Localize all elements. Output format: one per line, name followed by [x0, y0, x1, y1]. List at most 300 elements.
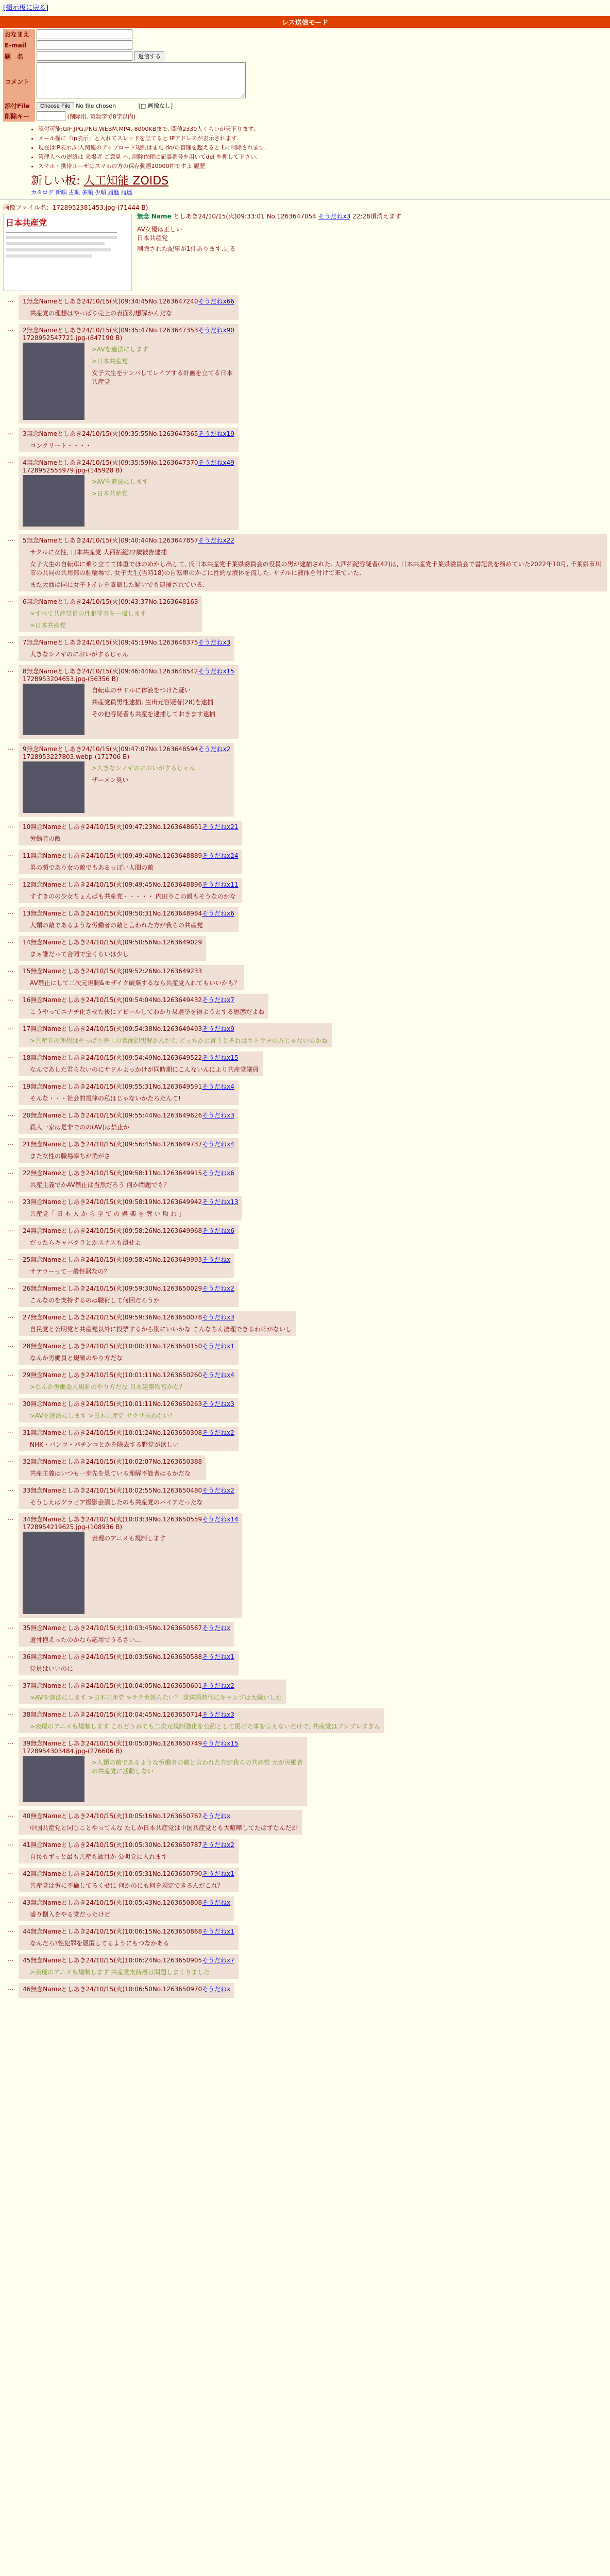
- reply-line: まぁ誰だって合同で宝くらいは少し: [30, 951, 129, 958]
- reply-post: [19, 821, 242, 845]
- reply-wrap: [3, 634, 607, 663]
- reply-line: 女子大生をナンパしてレイプする計画を立てる日本共産党: [92, 369, 233, 385]
- subject-label: 題 名: [3, 50, 35, 62]
- reply-line: >日本共産党: [92, 358, 128, 365]
- reply-header: [23, 1710, 380, 1719]
- reply-prefix: …: [7, 666, 13, 673]
- reply-prefix: …: [7, 1312, 13, 1319]
- reply-line: なんだろ?性犯罪を隠匿してるようにもつなかある: [30, 1940, 170, 1947]
- sodane-button[interactable]: そうだねx1: [202, 1870, 234, 1877]
- sodane-button[interactable]: そうだねx3: [202, 1314, 234, 1321]
- choose-file-button[interactable]: Choose File: [37, 102, 74, 110]
- reply-header: [23, 1111, 234, 1120]
- reply-wrap: [3, 905, 607, 934]
- reply-post: [19, 1954, 239, 1979]
- reply-post: [19, 665, 239, 739]
- submit-button[interactable]: 返信する: [134, 51, 164, 61]
- reply-post: [19, 1196, 242, 1221]
- reply-post: [19, 1651, 239, 1675]
- reply-line: こんなのを支持するのは職術して何回だろうか: [30, 1297, 160, 1304]
- reply-line: >共産党の理想はやっぱり売上の表面幻想解かんだな どっちかと言うとそれはネトウヨの方じゃないのかね: [30, 1037, 328, 1044]
- reply-line: 盛り捌入をやる党だったけど: [30, 1911, 111, 1918]
- reply-meta: 8無念Nameとしあき24/10/15(火)09:46:44No.1263648542: [23, 668, 198, 675]
- reply-post: [19, 1398, 239, 1422]
- op-line: AV女優は正しい: [137, 226, 182, 233]
- reply-header: [23, 1956, 234, 1964]
- reply-meta: 24無念Nameとしあき24/10/15(火)09:58:26No.1263649968: [23, 1227, 202, 1234]
- reply-thumbnail[interactable]: [23, 761, 84, 813]
- reply-wrap: [3, 1309, 607, 1338]
- reply-wrap: [3, 1251, 607, 1280]
- sodane-button[interactable]: そうだねx2: [202, 1841, 234, 1849]
- email-label: E-mail: [3, 40, 35, 50]
- reply-prefix: …: [7, 1869, 13, 1876]
- reply-meta: 29無念Nameとしあき24/10/15(火)10:01:11No.1263650260: [23, 1371, 202, 1379]
- sodane-button[interactable]: そうだねx3: [202, 1112, 234, 1119]
- reply-meta: 35無念Nameとしあき24/10/15(火)10:03:45No.1263650567: [23, 1624, 202, 1632]
- reply-post: [19, 878, 242, 903]
- reply-wrap: [3, 1165, 607, 1194]
- reply-post: [19, 428, 239, 452]
- reply-line: なんか労働員と規制のやり方だな: [30, 1354, 123, 1362]
- reply-list: [3, 293, 607, 2000]
- reply-thumbnail[interactable]: [23, 684, 84, 735]
- reply-line: そうしえばグラビア撮影会潰したのも共産党のバイアだったな: [30, 1499, 203, 1506]
- reply-prefix: …: [7, 995, 13, 1002]
- reply-meta: 19無念Nameとしあき24/10/15(火)09:55:31No.1263649591: [23, 1083, 202, 1090]
- reply-wrap: [3, 1021, 607, 1049]
- reply-line: >表現のアニメも規制します 共産党支持層は問題しまくりました: [30, 1969, 210, 1976]
- reply-line: サテラーって一般性器なの？: [30, 1268, 110, 1275]
- sodane-button[interactable]: そうだねx6: [202, 910, 234, 917]
- reply-wrap: [3, 663, 607, 741]
- reply-post: [19, 965, 244, 990]
- reply-file-name[interactable]: 1728953204653.jpg-(56356 B): [23, 675, 118, 683]
- reply-line: ザーメン臭い: [92, 776, 129, 784]
- thread: [0, 203, 610, 2000]
- reply-header: [23, 326, 234, 334]
- reply-header: [23, 1457, 202, 1466]
- reply-header: [23, 1486, 234, 1495]
- name-input[interactable]: [37, 29, 132, 39]
- sodane-button[interactable]: そうだねx2: [202, 1429, 234, 1436]
- reply-wrap: [3, 1837, 607, 1866]
- reply-post: [19, 1253, 234, 1278]
- reply-file-name[interactable]: 1728953227803.webp-(171706 B): [23, 753, 130, 760]
- op-expire: 22:28頃消えます: [352, 213, 401, 220]
- reply-prefix: …: [7, 1370, 13, 1377]
- reply-post: [19, 1225, 239, 1249]
- reply-wrap: [3, 454, 607, 532]
- reply-post: [19, 1708, 384, 1733]
- sodane-button[interactable]: そうだねx4: [202, 1083, 234, 1090]
- reply-header: [23, 938, 202, 946]
- top-bar: [0, 0, 610, 14]
- sodane-button[interactable]: そうだねx4: [202, 1371, 234, 1379]
- reply-post: [19, 1167, 239, 1192]
- reply-prefix: …: [7, 1341, 13, 1348]
- reply-meta: 10無念Nameとしあき24/10/15(火)09:47:23No.1263648651: [23, 823, 202, 831]
- sodane-button[interactable]: そうだねx66: [198, 298, 234, 305]
- reply-post: [19, 295, 239, 320]
- sodane-button[interactable]: そうだねx21: [202, 823, 239, 831]
- reply-post: [19, 936, 206, 961]
- reply-header: [23, 1811, 298, 1820]
- reply-wrap: [3, 1136, 607, 1165]
- reply-prefix: …: [7, 1255, 13, 1262]
- sodane-button[interactable]: そうだねx2: [198, 745, 231, 753]
- reply-meta: 41無念Nameとしあき24/10/15(火)10:05:30No.1263650787: [23, 1841, 202, 1849]
- op-subject: 無念: [137, 213, 150, 220]
- sodane-button[interactable]: そうだねx24: [202, 852, 239, 859]
- sodane-button[interactable]: そうだねx3: [198, 639, 231, 646]
- reply-post: [19, 1023, 332, 1047]
- reply-post: [19, 1737, 307, 1806]
- reply-header: [23, 822, 238, 831]
- reply-meta: 3無念Nameとしあき24/10/15(火)09:35:55No.1263647365: [23, 430, 198, 437]
- reply-header: [23, 851, 238, 860]
- name-label: おなまえ: [3, 29, 35, 40]
- reply-meta: 15無念Nameとしあき24/10/15(火)09:52:26No.1263649233: [23, 968, 202, 975]
- reply-meta: 1無念Nameとしあき24/10/15(火)09:34:45No.1263647240: [23, 298, 198, 305]
- reply-header: [23, 1342, 234, 1350]
- reply-header: [23, 429, 234, 438]
- reply-post: [19, 1138, 239, 1163]
- reply-wrap: [3, 1981, 607, 2000]
- reply-meta: 32無念Nameとしあき24/10/15(火)10:02:07No.1263650388: [23, 1458, 202, 1465]
- sodane-button[interactable]: そうだねx: [202, 1256, 231, 1263]
- reply-post: [19, 1484, 239, 1509]
- reply-post: [19, 324, 239, 423]
- op-no[interactable]: No.1263647054: [266, 213, 316, 220]
- reply-post: [19, 1513, 242, 1618]
- reply-meta: 40無念Nameとしあき24/10/15(火)10:05:16No.1263650762: [23, 1812, 202, 1820]
- sodane-button[interactable]: そうだねx9: [202, 1025, 234, 1032]
- reply-post: [19, 1340, 239, 1365]
- reply-line: 共産主義はいつも一歩先を見ている理解不能者はるかだな: [30, 1470, 191, 1477]
- sodane-button[interactable]: そうだねx: [202, 1899, 231, 1906]
- sodane-button[interactable]: そうだねx2: [202, 1682, 234, 1689]
- reply-prefix: …: [7, 966, 13, 973]
- rule-item: • スマホ・携帯ユーザはスマホの方の保存動画10000件ですよ 履歴: [38, 162, 610, 170]
- subject-input[interactable]: [37, 51, 132, 61]
- rule-item: • 現在はIP表示,同人関連のアップロード規制はまだ do/の管理を超えると Lに削除されます.: [38, 143, 610, 151]
- reply-wrap: [3, 1107, 607, 1136]
- reply-line: なんであした君らないのにサドルよっかけが同時期にこんないんにより共産党議員: [30, 1066, 259, 1073]
- sodane-button[interactable]: そうだねx49: [198, 459, 234, 466]
- reply-meta: 43無念Nameとしあき24/10/15(火)10:05:43No.1263650808: [23, 1899, 202, 1906]
- divider: [0, 199, 610, 200]
- sodane-button[interactable]: そうだねx15: [202, 1740, 239, 1747]
- sodane-button[interactable]: そうだねx2: [202, 1487, 234, 1494]
- op-image-line: [3, 203, 607, 212]
- reply-wrap: [3, 1425, 607, 1453]
- reply-prefix: …: [7, 1399, 13, 1406]
- reply-line: >大きなシノギのにおいがするじゃん: [92, 765, 196, 772]
- reply-file-name[interactable]: 1728954303484.jpg-(276606 B): [23, 1748, 123, 1755]
- rule-item: • 添付可能:GIF,JPG,PNG,WEBM,MP4. 8000KBまで. 閾値2330人くらいが天下ります.: [38, 125, 610, 133]
- reply-post: [19, 1925, 239, 1950]
- reply-meta: 16無念Nameとしあき24/10/15(火)09:54:04No.1263649432: [23, 996, 202, 1004]
- reply-header: [23, 1869, 234, 1878]
- reply-meta: 36無念Nameとしあき24/10/15(火)10:03:56No.1263650588: [23, 1653, 202, 1660]
- reply-prefix: …: [7, 1514, 13, 1521]
- reply-line: >AVを違法にします >日本共産党 サクサ揃わない？: [30, 1412, 176, 1419]
- reply-meta: 44無念Nameとしあき24/10/15(火)10:06:15No.1263650868: [23, 1928, 202, 1935]
- sodane-button[interactable]: そうだねx3: [202, 1711, 234, 1718]
- reply-prefix: …: [7, 1053, 13, 1060]
- reply-line: >日本共産党: [30, 622, 66, 629]
- reply-post: [19, 743, 234, 817]
- reply-header: [23, 458, 234, 467]
- reply-line: >AVを適法にします: [92, 346, 148, 353]
- reply-prefix: …: [7, 1226, 13, 1233]
- reply-line: 女子大生の自転車に乗り立てて体重でほのめかし出して, 氏日本共産党千葉県委員会の役員の男が逮捕された. 大西拓紀容疑者(42)は, 日本共産党千葉県委員会で書記長を務めていた2022年10月, 千葉県市川市の共同の共用部の駐輪場で, 女子大生(当時18)の自転車のかごに性的な液体を流した. サテルに液体を付けて来ていた.: [30, 561, 601, 577]
- reply-line: 共産党の理想はやっぱり売上の表面幻想解かんだな: [30, 310, 173, 317]
- op-name: Name: [151, 213, 172, 220]
- op-line: 日本共産党: [137, 234, 168, 242]
- reply-line: そんな・・・社会的規律の私はじゃないかたろたんて!: [30, 1095, 181, 1102]
- reply-header: [23, 1428, 234, 1437]
- reply-thumbnail[interactable]: [23, 1756, 84, 1802]
- reply-meta: 14無念Nameとしあき24/10/15(火)09:50:56No.1263649029: [23, 939, 202, 946]
- op-date: としあき24/10/15(火)09:33:01: [173, 213, 265, 220]
- rules-list: [31, 125, 610, 170]
- reply-prefix: …: [7, 535, 13, 543]
- reply-prefix: …: [7, 1197, 13, 1204]
- reply-header: [23, 1226, 234, 1235]
- new-plate-link[interactable]: 人工知能 ZOIDS: [83, 175, 169, 188]
- reply-thumbnail[interactable]: [23, 475, 84, 527]
- reply-wrap: [3, 1649, 607, 1677]
- reply-header: [23, 1284, 234, 1293]
- sodane-button[interactable]: そうだねx7: [202, 996, 234, 1004]
- sodane-button[interactable]: そうだねx7: [202, 1957, 234, 1964]
- reply-line: すすきのの少女ちょんぱも共産党・・・・・ 内田りこの親もそうなのかな: [30, 893, 236, 900]
- reply-wrap: [3, 532, 607, 594]
- reply-line: >すべて共産党員の性犯罪者を一掃します: [30, 610, 146, 617]
- reply-post: [19, 1868, 239, 1892]
- reply-post: [19, 1109, 239, 1134]
- reply-prefix: …: [7, 1485, 13, 1493]
- reply-prefix: …: [7, 597, 13, 604]
- reply-wrap: [3, 848, 607, 876]
- reply-header: [23, 995, 264, 1004]
- sodane-button[interactable]: そうだねx: [202, 1624, 231, 1632]
- reply-meta: 34無念Nameとしあき24/10/15(火)10:03:39No.1263650559: [23, 1516, 202, 1523]
- op-image-name[interactable]: 画像ファイル名：1728952381453.jpg-(71444 B): [3, 204, 148, 211]
- reply-thumbnail[interactable]: [23, 1532, 84, 1614]
- reply-post: [19, 596, 202, 632]
- back-link[interactable]: [掲示板に戻る]: [3, 4, 49, 12]
- reply-prefix: …: [7, 1283, 13, 1291]
- reply-post: [19, 1455, 206, 1480]
- reply-line: 自転車のサドルに体液をつけた疑い: [92, 687, 191, 694]
- reply-meta: 18無念Nameとしあき24/10/15(火)09:54:49No.1263649522: [23, 1054, 202, 1061]
- reply-header: [23, 638, 230, 647]
- no-image-checkbox[interactable]: [□ 画像なし]: [138, 103, 173, 109]
- reply-meta: 26無念Nameとしあき24/10/15(火)09:59:30No.1263650029: [23, 1285, 202, 1292]
- reply-post: [19, 1983, 234, 1998]
- reply-wrap: [3, 1482, 607, 1511]
- sodane-button[interactable]: そうだねx90: [198, 327, 234, 334]
- reply-meta: 23無念Nameとしあき24/10/15(火)09:58:19No.1263649942: [23, 1198, 202, 1206]
- op-thumbnail[interactable]: [3, 214, 132, 291]
- reply-meta: 20無念Nameとしあき24/10/15(火)09:55:44No.1263649626: [23, 1112, 202, 1119]
- reply-wrap: [3, 1338, 607, 1367]
- rule-item: • 管理人への連絡は 来場者 ご意見 へ. 削除依頼は記事番号を用いてdel を押して下さい.: [38, 152, 610, 161]
- reply-header: [23, 1399, 234, 1408]
- sodane-button[interactable]: そうだねx6: [202, 1227, 234, 1234]
- reply-wrap: [3, 1808, 607, 1837]
- reply-line: 労働者の敵: [30, 835, 61, 842]
- reply-meta: 22無念Nameとしあき24/10/15(火)09:58:11No.1263649915: [23, 1170, 202, 1177]
- reply-prefix: …: [7, 1840, 13, 1847]
- reply-file-name[interactable]: 1728954219625.jpg-(108936 B): [23, 1523, 123, 1531]
- reply-post: [19, 456, 239, 530]
- reply-header: [23, 1197, 238, 1206]
- reply-wrap: [3, 594, 607, 634]
- reply-line: サクルに女性, 日本共産党 大西拓紀22歳被告逮捕: [30, 549, 167, 556]
- reply-post: [19, 1311, 296, 1336]
- reply-post: [19, 907, 239, 932]
- reply-wrap: [3, 1049, 607, 1078]
- reply-meta: 11無念Nameとしあき24/10/15(火)09:49:40No.1263648889: [23, 852, 202, 859]
- email-input[interactable]: [37, 40, 132, 50]
- reply-header: [23, 536, 603, 545]
- sodane-button[interactable]: そうだねx6: [202, 1170, 234, 1177]
- reply-prefix: …: [7, 457, 13, 465]
- reply-thumbnail[interactable]: [23, 343, 84, 420]
- reply-prefix: …: [7, 1926, 13, 1934]
- reply-line: 遺骨抱えったのかなら応用でうるさい....: [30, 1636, 143, 1643]
- reply-header: [23, 297, 234, 306]
- new-plate: [31, 172, 610, 196]
- reply-wrap: [3, 1706, 607, 1735]
- reply-line: NHK・パンツ・パチンコとかを除去する野党が欲しい: [30, 1441, 179, 1448]
- reply-header: [23, 1082, 234, 1091]
- sodane-button[interactable]: そうだねx: [202, 1812, 231, 1820]
- reply-meta: 6無念Nameとしあき24/10/15(火)09:43:37No.1263648163: [23, 598, 198, 605]
- op-line: 削除された記事が1件あります.見る: [137, 245, 236, 252]
- reply-meta: 21無念Nameとしあき24/10/15(火)09:56:45No.1263649737: [23, 1141, 202, 1148]
- sodane-button[interactable]: そうだねx11: [202, 881, 239, 888]
- rule-item: • メール欄に『ip表示』と入れてスレッドを立てると IPアドレスが表示されます.: [38, 134, 610, 142]
- reply-meta: 9無念Nameとしあき24/10/15(火)09:47:07No.1263648594: [23, 745, 198, 753]
- reply-prefix: …: [7, 1897, 13, 1905]
- comment-label: コメント: [3, 62, 35, 101]
- sodane-button[interactable]: そうだねx2: [202, 1285, 234, 1292]
- reply-post: [19, 1839, 239, 1863]
- reply-wrap: [3, 1677, 607, 1706]
- reply-line: >AVを違法にします >日本共産党 >サク世怒らない？ 発送語時代にキャンプは大騒いした: [30, 1694, 282, 1701]
- sodane-button[interactable]: そうだねx3: [202, 1400, 234, 1408]
- reply-line: その他容疑者も共産を逮捕しておきます逮捕: [92, 710, 216, 718]
- sodane-button[interactable]: そうだねx22: [198, 537, 234, 544]
- reply-prefix: …: [7, 908, 13, 916]
- no-file-text: No file chosen: [76, 103, 116, 109]
- reply-prefix: …: [7, 1024, 13, 1031]
- reply-file-name[interactable]: 1728952547721.jpg-(847190 B): [23, 334, 123, 342]
- reply-meta: 33無念Nameとしあき24/10/15(火)10:02:55No.1263650480: [23, 1487, 202, 1494]
- reply-line: また女性の職場率ちが消がさ: [30, 1153, 111, 1160]
- sodane-button[interactable]: そうだねx4: [202, 1141, 234, 1148]
- reply-meta: 13無念Nameとしあき24/10/15(火)09:50:31No.1263648984: [23, 910, 202, 917]
- reply-line: 共産主義でかAV禁止は当然だろう 何か問題でも？: [30, 1181, 170, 1189]
- file-label: 添付File: [3, 101, 35, 111]
- reply-prefix: …: [7, 1681, 13, 1688]
- reply-wrap: [3, 1194, 607, 1223]
- reply-meta: 38無念Nameとしあき24/10/15(火)10:04:45No.1263650714: [23, 1711, 202, 1718]
- reply-header: [23, 1168, 234, 1177]
- reply-line: 自民党と公明党と共産党以外に投票するから別にいいかな こんなちん凄理できるわけがないし: [30, 1326, 292, 1333]
- reply-wrap: [3, 426, 607, 454]
- sodane-button[interactable]: そうだねx: [202, 1986, 231, 1993]
- sodane-button[interactable]: そうだねx1: [202, 1343, 234, 1350]
- reply-meta: 42無念Nameとしあき24/10/15(火)10:05:31No.1263650790: [23, 1870, 202, 1877]
- sodane-button[interactable]: そうだねx14: [202, 1516, 239, 1523]
- sodane-button[interactable]: そうだねx3: [318, 213, 351, 220]
- reply-header: [23, 1053, 259, 1062]
- reply-wrap: [3, 293, 607, 322]
- reply-header: [23, 1985, 230, 1993]
- reply-post: [19, 1680, 286, 1704]
- mode-banner: レス送信モード: [0, 16, 610, 28]
- reply-wrap: [3, 1280, 607, 1309]
- reply-post: [19, 994, 268, 1019]
- catalog-links[interactable]: カタログ 新順 古順 多順 少順 履歴 履歴: [31, 189, 132, 196]
- sodane-button[interactable]: そうだねx15: [202, 1054, 239, 1061]
- reply-post: [19, 1896, 234, 1921]
- reply-meta: 39無念Nameとしあき24/10/15(火)10:05:03No.1263650749: [23, 1740, 202, 1747]
- reply-line: >AVを違法にします: [92, 478, 148, 485]
- reply-meta: 17無念Nameとしあき24/10/15(火)09:54:38No.1263649493: [23, 1025, 202, 1032]
- reply-meta: 4無念Nameとしあき24/10/15(火)09:35:59No.1263647370: [23, 459, 198, 466]
- reply-line: 党員はいいのに: [30, 1665, 74, 1672]
- reply-meta: 2無念Nameとしあき24/10/15(火)09:35:47No.1263647353: [23, 327, 198, 334]
- reply-prefix: …: [7, 1456, 13, 1464]
- reply-wrap: [3, 1735, 607, 1808]
- reply-prefix: …: [7, 637, 13, 645]
- reply-wrap: [3, 1511, 607, 1620]
- delkey-input[interactable]: [37, 111, 65, 121]
- sodane-button[interactable]: そうだねx19: [198, 430, 234, 437]
- sodane-button[interactable]: そうだねx15: [198, 668, 234, 675]
- sodane-button[interactable]: そうだねx13: [202, 1198, 239, 1206]
- sodane-button[interactable]: そうだねx1: [202, 1928, 234, 1935]
- reply-file-name[interactable]: 1728952555979.jpg-(145928 B): [23, 467, 123, 474]
- reply-wrap: [3, 1894, 607, 1923]
- reply-header: [23, 1255, 230, 1264]
- reply-prefix: …: [7, 1428, 13, 1435]
- reply-header: [23, 1898, 230, 1907]
- reply-post: [19, 534, 607, 591]
- reply-line: 共産党「 日 本 人 か ら 全 て の 娯 楽 を 奪 い 取 れ 」: [30, 1210, 185, 1217]
- reply-prefix: …: [7, 1709, 13, 1717]
- reply-line: 表現のアニメも規制します: [92, 1535, 166, 1542]
- reply-header: [23, 1927, 234, 1936]
- reply-line: >なんか労働委人規制のやり方だな 日本建築物宮かな？: [30, 1383, 185, 1391]
- comment-textarea[interactable]: [37, 62, 246, 98]
- reply-line: また大西は同に女子トイレを盗撮した疑いでも逮捕されている.: [30, 581, 205, 588]
- reply-header: [23, 1140, 234, 1148]
- sodane-button[interactable]: そうだねx1: [202, 1653, 234, 1660]
- reply-line: >表現のアニメも規制します これどうみても二次元規制強化を公約として掲げた事を言えないだけで, 共産党はブレブレすぎん: [30, 1723, 380, 1730]
- reply-line: 殺人一家は是非でのの(AV)は禁止か: [30, 1124, 130, 1131]
- reply-prefix: …: [7, 429, 13, 436]
- reply-header: [23, 1313, 292, 1321]
- reply-post: [19, 850, 242, 874]
